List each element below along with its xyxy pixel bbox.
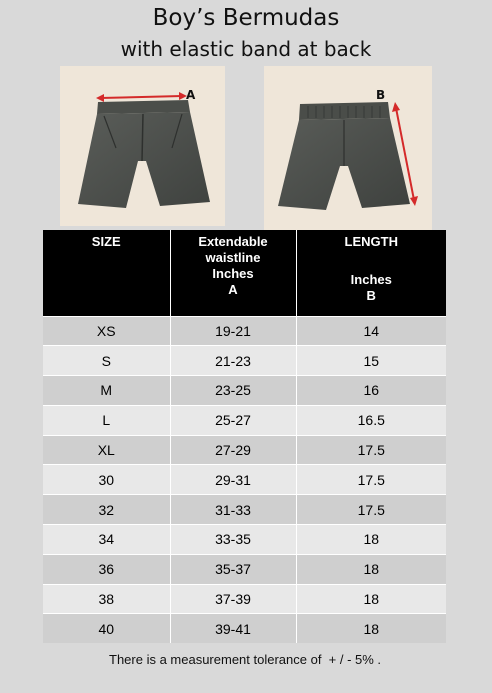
table-row <box>43 435 446 465</box>
table-row <box>43 376 446 406</box>
cell-waist: 35-37 <box>170 554 296 584</box>
table-row <box>43 584 446 614</box>
header-length-line: LENGTH <box>344 234 398 249</box>
cell-length: 16 <box>296 376 446 406</box>
marker-a-label: A <box>186 88 196 102</box>
cell-size: XS <box>43 316 170 346</box>
table-row <box>43 614 446 643</box>
cell-waist: 37-39 <box>170 584 296 614</box>
table-row <box>43 316 446 346</box>
cell-waist: 19-21 <box>170 316 296 346</box>
back-shorts-illustration <box>264 66 432 230</box>
page-title: Boy’s Bermudas <box>152 5 340 31</box>
cell-waist: 27-29 <box>170 435 296 465</box>
cell-waist: 31-33 <box>170 495 296 525</box>
header-waistline-line: Extendable <box>198 234 268 249</box>
cell-length: 14 <box>296 316 446 346</box>
cell-length: 16.5 <box>296 405 446 435</box>
cell-length: 18 <box>296 584 446 614</box>
cell-waist: 29-31 <box>170 465 296 495</box>
cell-size: M <box>43 376 170 406</box>
cell-length: 18 <box>296 554 446 584</box>
cell-size: 32 <box>43 495 170 525</box>
cell-waist: 25-27 <box>170 405 296 435</box>
cell-length: 15 <box>296 346 446 376</box>
front-shorts-illustration <box>60 66 225 226</box>
cell-size: 36 <box>43 554 170 584</box>
header-size-line: SIZE <box>91 234 121 249</box>
front-shorts-photo <box>60 66 225 226</box>
marker-b-label: B <box>376 88 386 102</box>
cell-length: 17.5 <box>296 495 446 525</box>
cell-size: XL <box>43 435 170 465</box>
cell-waist: 33-35 <box>170 525 296 555</box>
header-waistline-line: Inches <box>212 266 254 281</box>
tolerance-footnote: There is a measurement tolerance of + / - 5% . <box>109 652 382 667</box>
page-subtitle: with elastic band at back <box>120 37 372 61</box>
table-header-row <box>43 230 446 316</box>
cell-length: 18 <box>296 525 446 555</box>
table-row <box>43 465 446 495</box>
table-row <box>43 554 446 584</box>
cell-size: 38 <box>43 584 170 614</box>
cell-length: 17.5 <box>296 435 446 465</box>
size-chart-table <box>43 230 446 643</box>
cell-size: 34 <box>43 525 170 555</box>
header-length <box>296 230 446 316</box>
cell-size: L <box>43 405 170 435</box>
table-row <box>43 346 446 376</box>
header-length-line <box>299 250 445 272</box>
back-shorts-photo <box>264 66 432 230</box>
header-waistline <box>170 230 296 316</box>
cell-length: 18 <box>296 614 446 643</box>
header-waistline-line: waistline <box>205 250 261 265</box>
cell-size: S <box>43 346 170 376</box>
table-row <box>43 495 446 525</box>
header-length-line: B <box>366 288 376 303</box>
header-length-line: Inches <box>350 272 392 287</box>
header-size <box>43 230 170 316</box>
table-body <box>43 316 446 643</box>
cell-waist: 21-23 <box>170 346 296 376</box>
cell-waist: 39-41 <box>170 614 296 643</box>
cell-length: 17.5 <box>296 465 446 495</box>
table-row <box>43 525 446 555</box>
cell-size: 30 <box>43 465 170 495</box>
cell-size: 40 <box>43 614 170 643</box>
header-waistline-line: A <box>228 282 238 297</box>
table-row <box>43 405 446 435</box>
cell-waist: 23-25 <box>170 376 296 406</box>
